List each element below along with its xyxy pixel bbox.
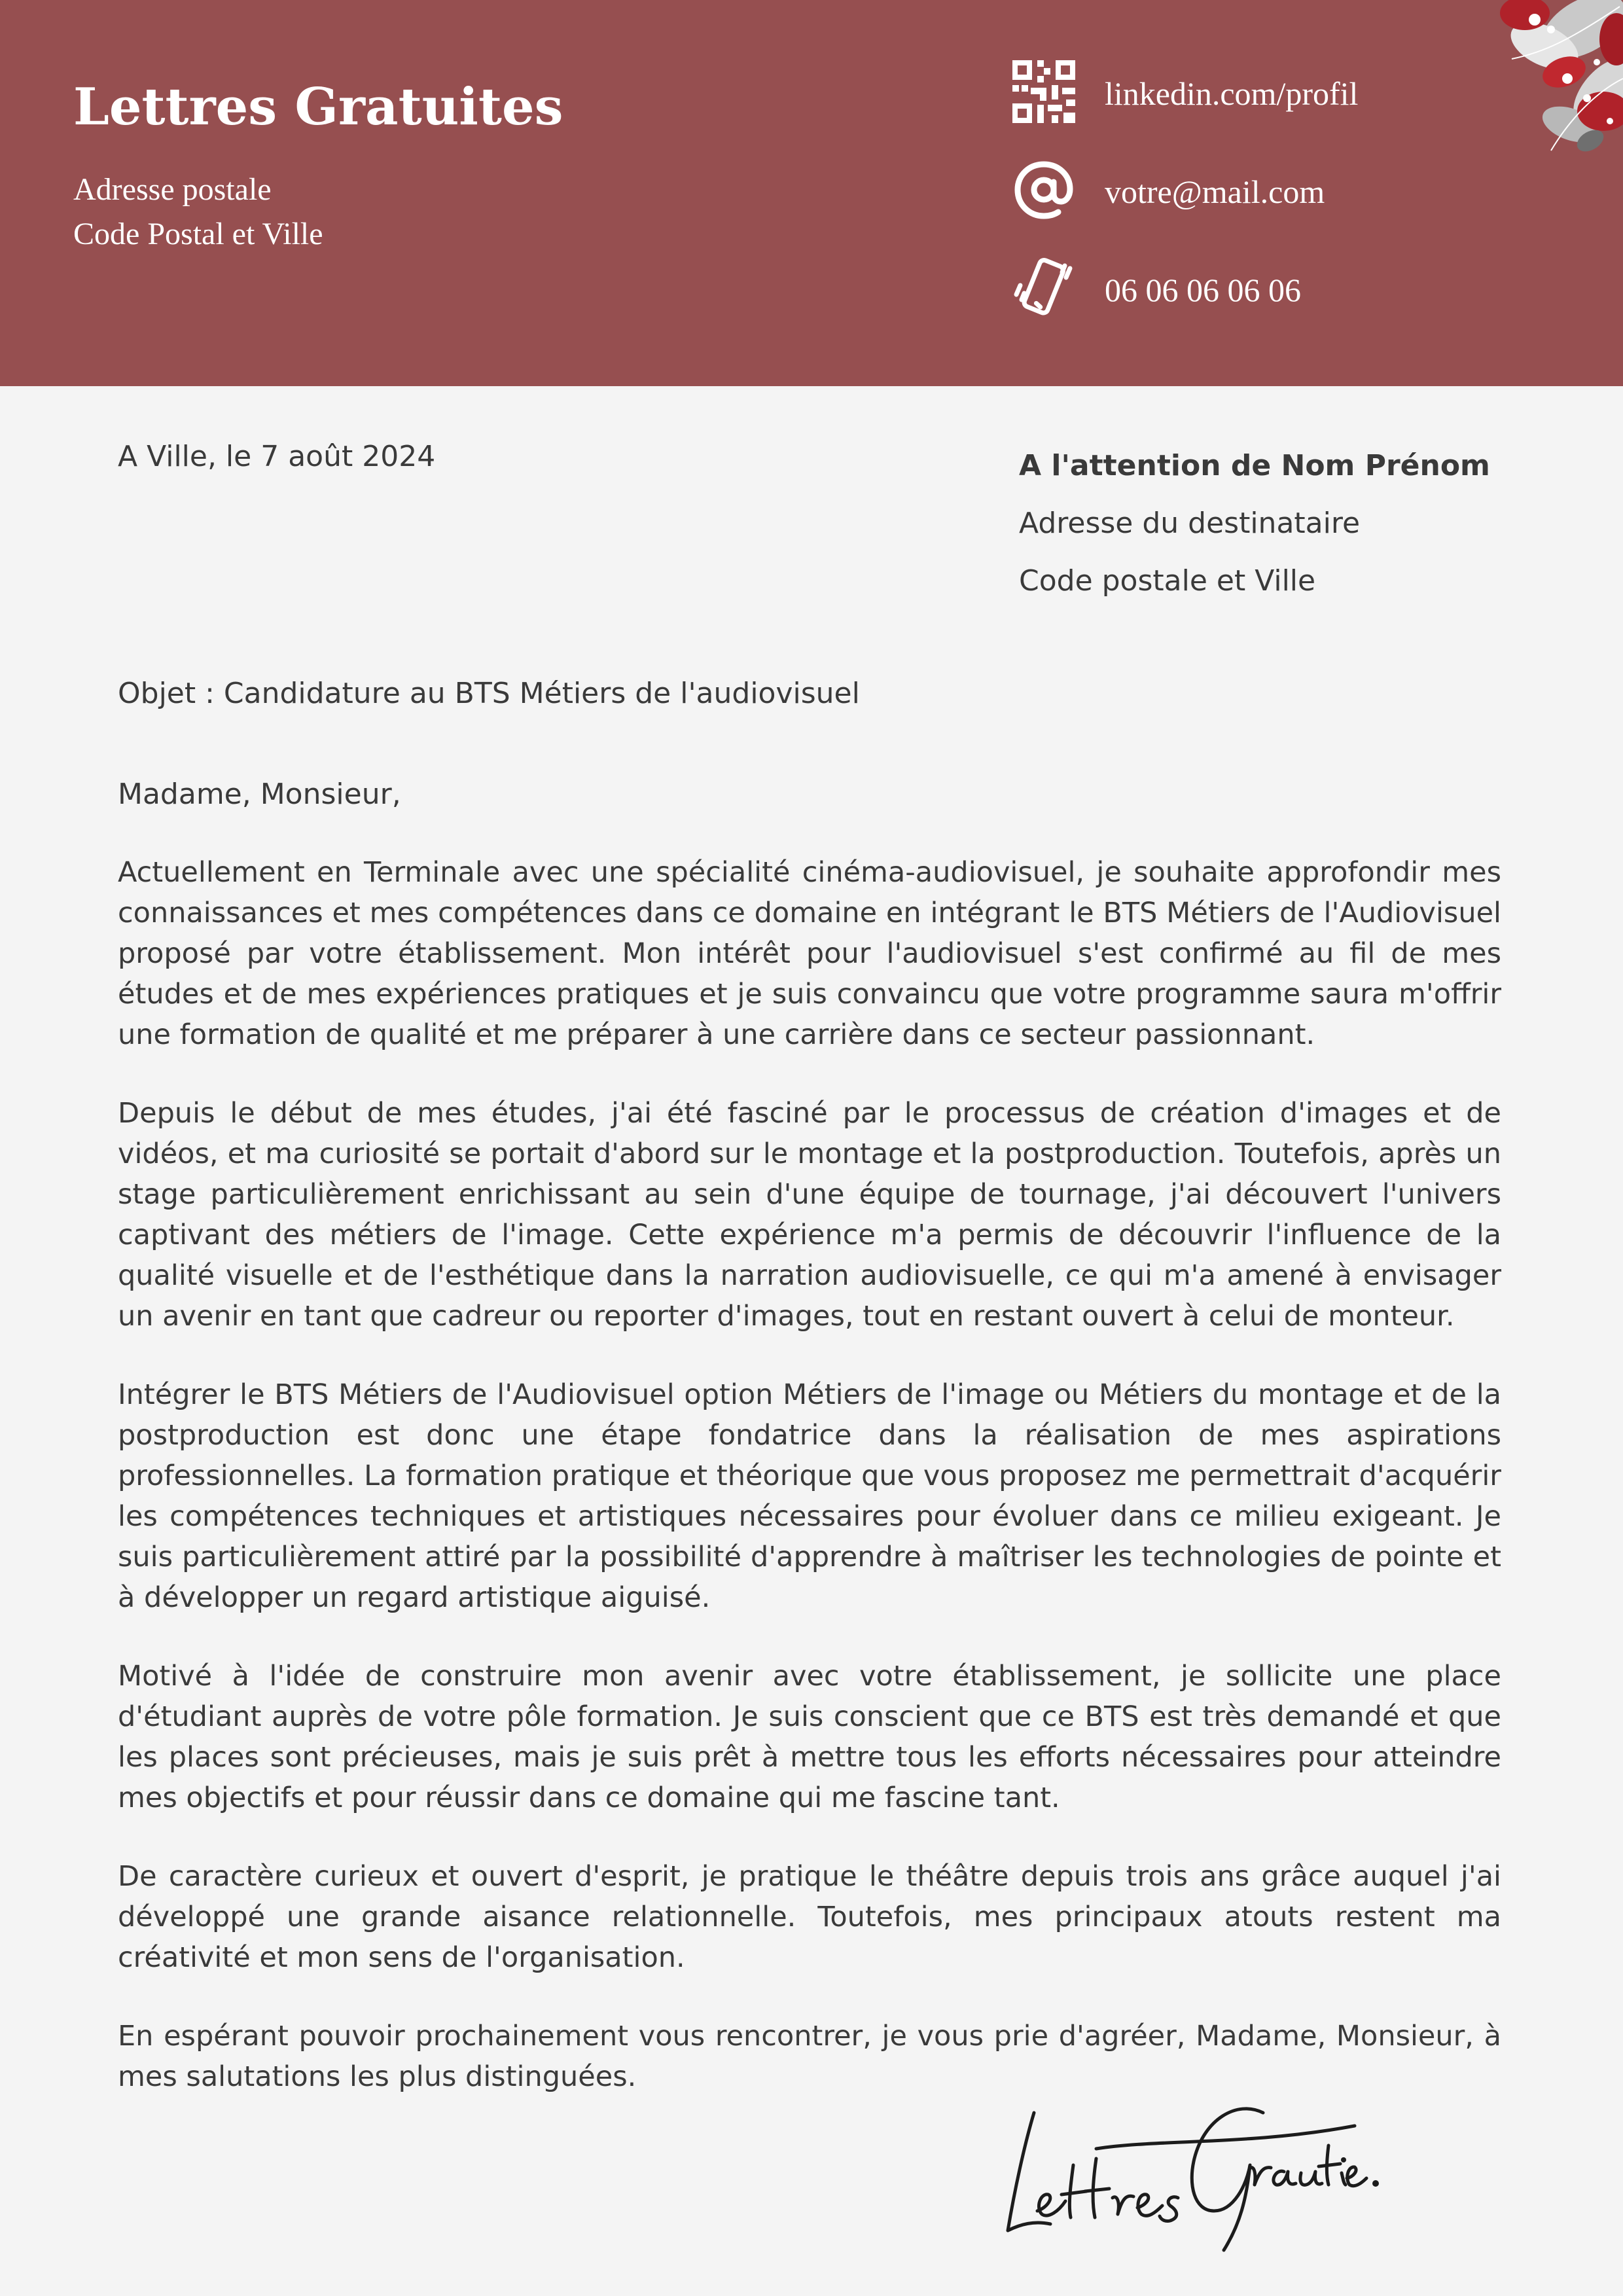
at-icon [1011,157,1077,223]
body-paragraph: De caractère curieux et ouvert d'esprit, je pratique le théâtre depuis trois ans grâce auquel j'ai développé une grande aisance relationnelle. Toutefois, mes principaux atouts restent ma créativité et mon sens de l'organisation. [118,1860,1501,1974]
contact-linkedin [1011,59,1535,131]
contact-phone [1011,255,1535,327]
qr-code-icon [1011,59,1077,124]
phone-text: 06 06 06 06 06 [1105,272,1301,308]
sender-address-line1: Adresse postale [73,172,272,207]
recipient-city: Code postale et Ville [1019,564,1316,598]
sender-address-line2: Code Postal et Ville [73,217,323,251]
floral-decoration [1472,0,1623,157]
body-paragraph: En espérant pouvoir prochainement vous rencontrer, je vous prie d'agréer, Madame, Monsieur, à mes salutations les plus distinguées. [118,2020,1501,2093]
recipient-block [1019,437,1543,610]
brand-title: Lettres Gratuites [73,77,563,137]
email-text: votre@mail.com [1105,173,1325,210]
sender-address [73,168,323,257]
body-paragraph: Motivé à l'idée de construire mon avenir avec votre établissement, je sollicite une place d'étudiant auprès de votre pôle formation. Je suis conscient que ce BTS est très demandé et que les places sont précieuses, mais je suis prêt à mettre tous les efforts nécessaires pour atteindre mes objectifs et pour réussir dans ce domaine qui me fascine tant. [118,1660,1501,1814]
phone-icon [1011,255,1077,321]
body-paragraph: Actuellement en Terminale avec une spécialité cinéma-audiovisuel, je souhaite approfondir mes connaissances et mes compétences dans ce domaine en intégrant le BTS Métiers de l'Audiovisuel proposé par votre établissement. Mon intérêt pour l'audiovisuel s'est confirmé au fil de mes études et de mes expériences pratiques et je suis convaincu que votre programme saura m'offrir une formation de qualité et me préparer à une carrière dans ce secteur passionnant. [118,856,1501,1051]
body-paragraph: Depuis le début de mes études, j'ai été fasciné par le processus de création d'images et de vidéos, et ma curiosité se portait d'abord sur le montage et la postproduction. Toutefois, après un stage particulièrement enrichissant au sein d'une équipe de tournage, j'ai découvert l'univers captivant des métiers de l'image. Cette expérience m'a permis de découvrir l'influence de la qualité visuelle et de l'esthétique dans la narration audiovisuelle, ce qui m'a amené à envisager un avenir en tant que cadreur ou reporter d'images, tout en restant ouvert à celui de monteur. [118,1097,1501,1333]
contact-email [1011,157,1535,229]
recipient-name: A l'attention de Nom Prénom [1019,449,1490,482]
letter-greeting: Madame, Monsieur, [118,778,401,811]
body-paragraph: Intégrer le BTS Métiers de l'Audiovisuel option Métiers de l'image ou Métiers du montage et de la postproduction est donc une étape fondatrice dans la réalisation de mes aspirations professionnelles. La formation pratique et théorique que vous proposez me permettrait d'acquérir les compétences techniques et artistiques nécessaires pour évoluer dans ce milieu exigeant. Je suis particulièrement attiré par la possibilité d'apprendre à maîtriser les technologies de pointe et à développer un regard artistique aiguisé. [118,1378,1501,1614]
handwritten-signature [988,2087,1381,2257]
header-banner [0,0,1623,386]
linkedin-text: linkedin.com/profil [1105,75,1359,112]
letter-body [118,852,1501,2135]
recipient-address: Adresse du destinataire [1019,507,1361,540]
letter-date: A Ville, le 7 août 2024 [118,440,436,473]
letter-subject: Objet : Candidature au BTS Métiers de l'audiovisuel [118,677,860,710]
